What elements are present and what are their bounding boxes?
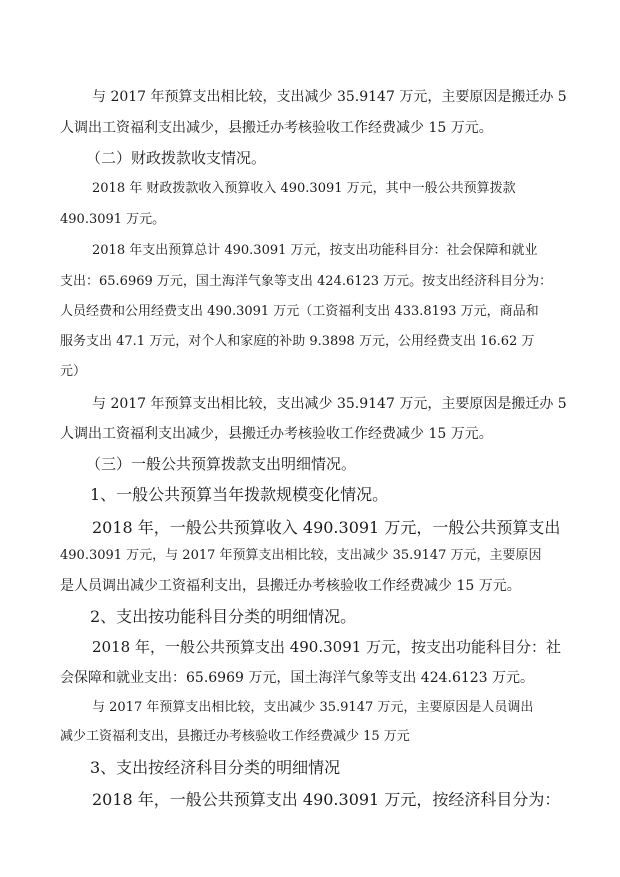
text-line-11: 与 2017 年预算支出相比较，支出减少 35.9147 万元，主要原因是搬迁办 5: [92, 396, 567, 412]
text-line-4: 2018 年 财政拨款收入预算收入 490.3091 万元，其中一般公共预算拨款: [92, 181, 516, 196]
text-line-20: 会保障和就业支出：65.6969 万元，国土海洋气象等支出 424.6123 万元。: [60, 670, 535, 686]
text-line-17: 是人员调出减少工资福利支出，县搬迁办考核验收工作经费减少 15 万元。: [60, 578, 521, 594]
text-line-22: 减少工资福利支出，县搬迁办考核验收工作经费减少 15 万元: [60, 729, 410, 744]
text-line-16: 490.3091 万元，与 2017 年预算支出相比较，支出减少 35.9147 万元，主要原因: [60, 548, 542, 563]
text-line-2: 人调出工资福利支出减少，县搬迁办考核验收工作经费减少 15 万元。: [60, 120, 493, 136]
text-line-6: 2018 年支出预算总计 490.3091 万元，按支出功能科目分：社会保障和就业: [92, 243, 538, 258]
text-line-24: 2018 年，一般公共预算支出 490.3091 万元，按经济科目分为：: [92, 790, 561, 809]
section-heading-2: （二）财政拨款收支情况。: [86, 149, 267, 167]
text-line-10: 元）: [60, 364, 87, 379]
subheading-2: 2、支出按功能科目分类的明细情况。: [90, 607, 357, 626]
text-line-19: 2018 年，一般公共预算支出 490.3091 万元，按支出功能科目分：社: [92, 638, 562, 656]
subheading-3: 3、支出按经济科目分类的明细情况: [90, 758, 341, 777]
text-line-12: 人调出工资福利支出减少，县搬迁办考核验收工作经费减少 15 万元。: [60, 426, 493, 442]
text-line-15: 2018 年，一般公共预算收入 490.3091 万元，一般公共预算支出: [92, 518, 561, 537]
subheading-1: 1、一般公共预算当年拨款规模变化情况。: [90, 485, 389, 504]
section-heading-3: （三）一般公共预算拨款支出明细情况。: [86, 455, 357, 473]
text-line-1: 与 2017 年预算支出相比较，支出减少 35.9147 万元，主要原因是搬迁办 5: [92, 89, 567, 105]
text-line-5: 490.3091 万元。: [60, 212, 166, 227]
text-line-7: 支出：65.6969 万元，国土海洋气象等支出 424.6123 万元。按支出经济科目分为：: [60, 274, 553, 289]
text-line-21: 与 2017 年预算支出相比较，支出减少 35.9147 万元，主要原因是人员调出: [92, 700, 534, 715]
text-line-8: 人员经费和公用经费支出 490.3091 万元（工资福利支出 433.8193 万元，商品和: [60, 304, 539, 319]
text-line-9: 服务支出 47.1 万元，对个人和家庭的补助 9.3898 万元，公用经费支出 16.62 万: [60, 334, 535, 349]
